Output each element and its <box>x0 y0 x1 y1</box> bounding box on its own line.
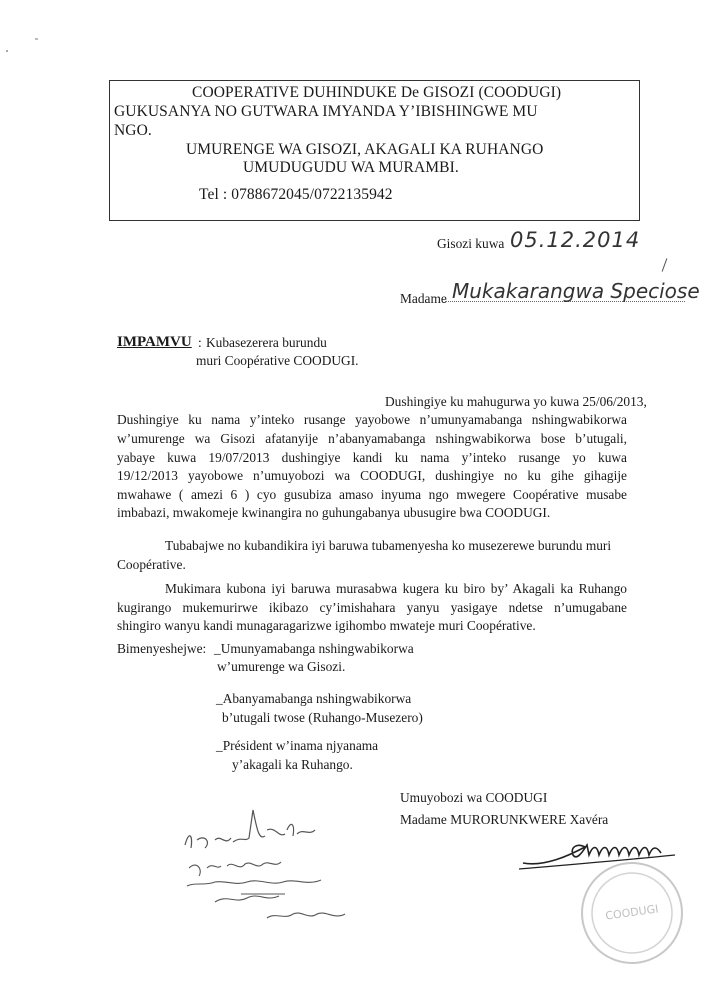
svg-text:COODUGI: COODUGI <box>604 902 660 923</box>
scan-speck <box>35 38 38 40</box>
stamp-seal <box>562 858 702 968</box>
paragraph-2-first-line: Tubabajwe no kubandikira iyi baruwa tubamenyesha ko musezerewe burundu muri <box>165 538 612 553</box>
subject-line-2: muri Coopérative COODUGI. <box>196 353 359 368</box>
copy-recipient-3-cont: y’akagali ka Ruhango. <box>232 757 353 772</box>
date-handwritten: 05.12.2014 <box>510 228 641 252</box>
paragraph-1-line: Dushingiye ku nama y’inteko rusange yayobowe n’umunyamabanga nshingwabikorwa <box>117 412 627 427</box>
paragraph-1-line: 19/12/2013 yayobowe n’umuyobozi wa COODUGI, dushingiye no ku gihe gihagije <box>117 468 627 483</box>
copy-recipient-3: _Président w’inama njyanama <box>216 738 379 753</box>
scan-speck <box>6 50 8 52</box>
paragraph-1-first-line: Dushingiye ku mahugurwa yo kuwa 25/06/2013, <box>385 394 647 409</box>
date-label: Gisozi kuwa <box>437 236 505 251</box>
paragraph-2-last-line: Coopérative. <box>117 557 186 572</box>
letterhead-phone: Tel : 0788672045/0722135942 <box>199 186 393 203</box>
subject-label: IMPAMVU <box>117 334 192 350</box>
copy-recipient-1-cont: w’umurenge wa Gisozi. <box>217 659 346 674</box>
paragraph-3-last-line: shingiro wanyu kandi munagaragarizwe igihombo mwateje muri Coopérative. <box>117 618 536 633</box>
letterhead-line-1: COOPERATIVE DUHINDUKE De GISOZI (COODUGI) <box>192 84 562 101</box>
recipient-name-handwritten: Mukakarangwa Speciose <box>452 279 700 303</box>
copies-label: Bimenyeshejwe: <box>117 641 207 656</box>
letterhead-line-4: UMURENGE WA GISOZI, AKAGALI KA RUHANGO <box>186 141 544 158</box>
signatory-name: Madame MURORUNKWERE Xavéra <box>400 812 609 827</box>
paragraph-3-first-line: Mukimara kubona iyi baruwa murasabwa kugera ku biro by’ Akagali ka Ruhango <box>165 581 627 596</box>
copy-recipient-1: _Umunyamabanga nshingwabikorwa <box>214 641 414 656</box>
copy-recipient-2: _Abanyamabanga nshingwabikorwa <box>216 691 412 706</box>
letterhead-line-5: UMUDUGUDU WA MURAMBI. <box>243 159 459 176</box>
paragraph-1-line: yabaye kuwa 19/07/2013 dushingiye kandi ku nama y’inteko rusange yo kuwa <box>117 450 627 465</box>
paragraph-3-line: kugirango mukemurirwe ikibazo cy’imishahara yanyu yasigaye ndetse n’umugabane <box>117 600 627 615</box>
paragraph-1-line: mwahawe ( amezi 6 ) cyo gusubiza amaso inyuma ngo mwegere Coopérative musabe <box>117 487 627 502</box>
signatory-title: Umuyobozi wa COODUGI <box>400 790 548 805</box>
letterhead-line-2: GUKUSANYA NO GUTWARA IMYANDA Y’IBISHINGWE MU <box>114 103 538 120</box>
paragraph-1-line: w’umurenge wa Gisozi afatanyije n’abanyamabanga nshingwabikorwa bose b’utugali, <box>117 431 627 446</box>
letterhead-line-3: NGO. <box>114 122 152 139</box>
subject-colon: : <box>198 335 202 350</box>
pen-mark <box>662 258 668 271</box>
paragraph-1-last-line: imbabazi, mwakomeje kwinangira no guhungabanya ubusugire bwa COODUGI. <box>117 505 551 520</box>
handwritten-receipt-notes <box>175 790 375 940</box>
subject-line-1: Kubasezerera burundu <box>206 335 327 350</box>
recipient-label: Madame <box>400 291 447 306</box>
copy-recipient-2-cont: b’utugali twose (Ruhango-Musezero) <box>222 710 423 725</box>
